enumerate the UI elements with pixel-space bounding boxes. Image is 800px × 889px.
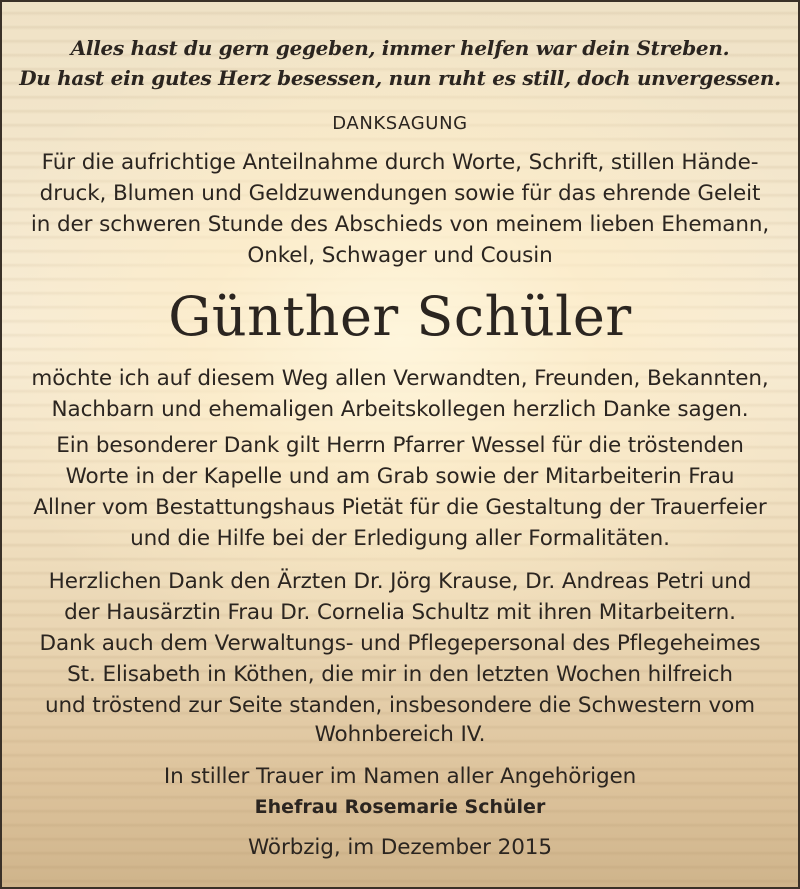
thanks-line-2: Nachbarn und ehemaligen Arbeitskollegen herzlich Danke sagen.	[51, 397, 749, 422]
doctors-thanks-line-6: Wohnbereich IV.	[314, 722, 486, 747]
deceased-name: Günther Schüler	[168, 285, 632, 348]
doctors-thanks-line-3: Dank auch dem Verwaltungs- und Pflegepersonal des Pflegeheimes	[39, 631, 761, 656]
thanks-line-1: möchte ich auf diesem Weg allen Verwandten, Freunden, Bekannten,	[31, 366, 769, 391]
intro-line-2: druck, Blumen und Geldzuwendungen sowie für das ehrende Geleit	[39, 181, 761, 206]
special-thanks-line-2: Worte in der Kapelle und am Grab sowie der Mitarbeiterin Frau	[65, 464, 735, 489]
motto-line-1: Alles hast du gern gegeben, immer helfen war dein Streben.	[70, 36, 730, 60]
intro-line-4: Onkel, Schwager und Cousin	[247, 243, 553, 268]
doctors-thanks-line-4: St. Elisabeth in Köthen, die mir in den letzten Wochen hilfreich	[67, 662, 733, 687]
intro-line-1: Für die aufrichtige Anteilnahme durch Worte, Schrift, stillen Hände-	[41, 150, 759, 175]
signatory: Ehefrau Rosemarie Schüler	[254, 796, 546, 818]
special-thanks-line-4: und die Hilfe bei der Erledigung aller Formalitäten.	[130, 526, 670, 551]
special-thanks-line-1: Ein besonderer Dank gilt Herrn Pfarrer Wessel für die tröstenden	[56, 433, 744, 458]
doctors-thanks-line-2: der Hausärztin Frau Dr. Cornelia Schultz mit ihren Mitarbeitern.	[64, 600, 736, 625]
doctors-thanks-line-1: Herzlichen Dank den Ärzten Dr. Jörg Krause, Dr. Andreas Petri und	[48, 569, 752, 594]
intro-line-3: in der schweren Stunde des Abschieds von meinem lieben Ehemann,	[30, 212, 770, 237]
heading: DANKSAGUNG	[332, 113, 468, 134]
motto-line-2: Du hast ein gutes Herz besessen, nun ruht es still, doch unvergessen.	[19, 66, 781, 90]
doctors-thanks-line-5: und tröstend zur Seite standen, insbesondere die Schwestern vom	[44, 693, 756, 718]
place-date: Wörbzig, im Dezember 2015	[248, 835, 552, 860]
special-thanks-line-3: Allner vom Bestattungshaus Pietät für die Gestaltung der Trauerfeier	[33, 495, 767, 520]
signoff: In stiller Trauer im Namen aller Angehörigen	[163, 764, 637, 789]
